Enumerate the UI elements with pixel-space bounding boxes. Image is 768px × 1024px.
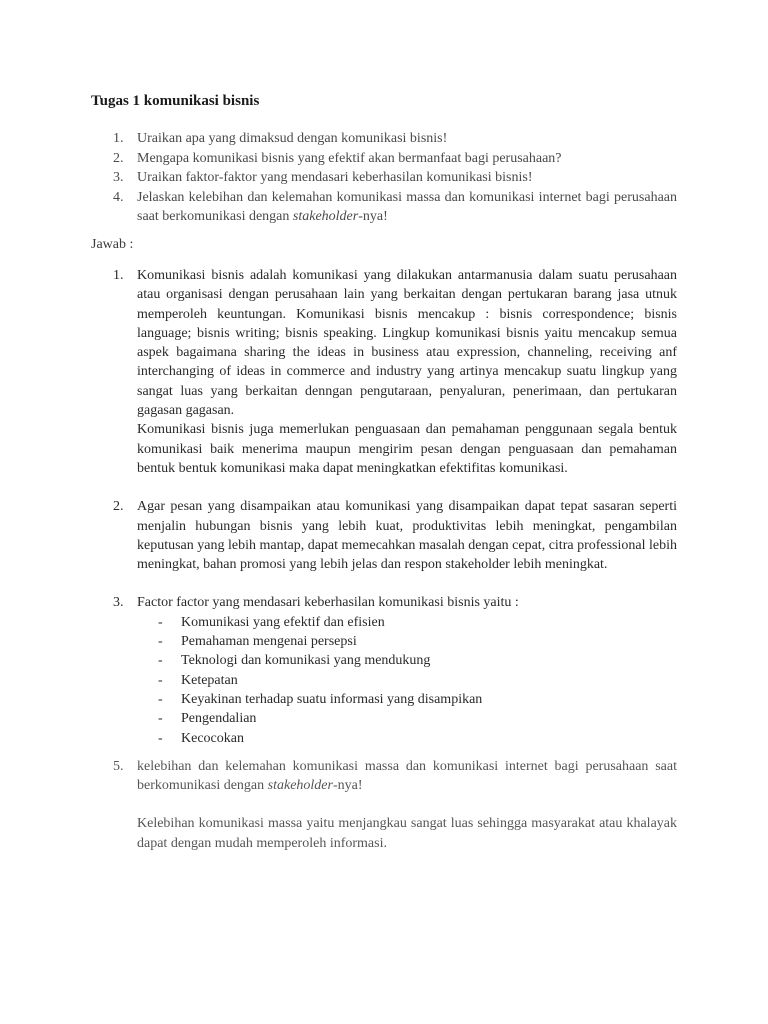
answer-item-2	[0, 497, 768, 574]
answer-number: 1.	[113, 268, 124, 283]
answer-item-3	[0, 593, 768, 747]
answer-paragraph: kelebihan dan kelemahan komunikasi massa dan komunikasi internet bagi perusahaan saat berkomunikasi dengan stakeholder-nya!	[137, 758, 677, 794]
answer-paragraph: Factor factor yang mendasari keberhasilan komunikasi bisnis yaitu :	[137, 595, 519, 611]
answer-text-italic: stakeholder	[267, 778, 333, 794]
list-item: - Kecocokan	[158, 730, 244, 746]
list-item: - Teknologi dan komunikasi yang mendukung	[158, 653, 431, 669]
question-text: Uraikan faktor-faktor yang mendasari keberhasilan komunikasi bisnis!	[137, 170, 533, 185]
answer-item-1	[0, 266, 768, 478]
answer-item-5	[0, 757, 768, 853]
answer-paragraph: Kelebihan komunikasi massa yaitu menjangkau sangat luas sehingga masyarakat atau khalayak dapat dengan mudah memperoleh informasi.	[137, 816, 677, 851]
question-item	[0, 168, 768, 188]
answer-number: 3.	[113, 595, 124, 611]
question-number: 3.	[113, 170, 124, 185]
question-text: Mengapa komunikasi bisnis yang efektif akan bermanfaat bagi perusahaan?	[137, 150, 562, 166]
question-item	[0, 149, 768, 169]
question-item	[0, 188, 768, 227]
answer-list	[0, 266, 768, 853]
question-text-suffix: -nya!	[358, 209, 388, 224]
question-number: 1.	[113, 131, 124, 146]
question-text: Uraikan apa yang dimaksud dengan komunikasi bisnis!	[137, 131, 448, 146]
list-item: - Pengendalian	[158, 711, 257, 727]
question-list	[0, 129, 768, 227]
list-item: - Pemahaman mengenai persepsi	[158, 634, 357, 650]
answer-paragraph: Komunikasi bisnis juga memerlukan penguasaan dan pemahaman penggunaan segala bentuk komunikasi baik menerima maupun mengirim pesan dengan penguasaan dan pemahaman bentuk bentuk komunikasi maka dapat meningkatkan efektifitas komunikasi.	[137, 422, 677, 476]
question-number: 2.	[113, 150, 124, 166]
list-item: - Komunikasi yang efektif dan efisien	[158, 614, 385, 630]
document-title: Tugas 1 komunikasi bisnis	[91, 93, 260, 109]
question-text-italic: stakeholder	[292, 209, 359, 224]
answer-heading: Jawab :	[91, 237, 134, 252]
question-number: 4.	[113, 189, 124, 205]
question-text: Jelaskan kelebihan dan kelemahan komunikasi massa dan komunikasi internet bagi perusahaan saat berkomunikasi dengan	[137, 189, 677, 224]
question-item	[0, 129, 768, 149]
list-item: - Ketepatan	[158, 672, 238, 688]
factor-list	[137, 613, 677, 748]
list-item: - Keyakinan terhadap suatu informasi yang disampikan	[158, 691, 483, 707]
answer-paragraph: Komunikasi bisnis adalah komunikasi yang dilakukan antarmanusia dalam suatu perusahaan atau organisasi dengan perusahaan lain yang berkaitan dengan pertukaran barang jasa utnuk memperoleh keuntungan. Komunikasi bisnis mencakup : bisnis correspondence; bisnis language; bisnis writing; bisnis speaking. Lingkup komunikasi bisnis yaitu mencakup semua aspek bagaimana sharing the ideas in business atau expression, channeling, receiving anf interchanging of ideas in commerce and industry yang artinya mencakup suatu lingkup yang sangat luas yang berkaitan denngan pengutaraan, penyaluran, penerimaan, dan pertukaran gagasan gagasan.	[137, 268, 677, 419]
answer-number: 2.	[113, 499, 124, 515]
answer-paragraph: Agar pesan yang disampaikan atau komunikasi yang disampaikan dapat tepat sasaran seperti menjalin hubungan bisnis yang lebih kuat, produktivitas lebih meningkat, pengambilan keputusan yang lebih mantap, dapat memecahkan masalah dengan cepat, citra professional lebih meningkat, bahan promosi yang lebih jelas dan respon stakeholder lebih meningkat.	[137, 499, 677, 573]
answer-number: 5.	[113, 758, 124, 774]
